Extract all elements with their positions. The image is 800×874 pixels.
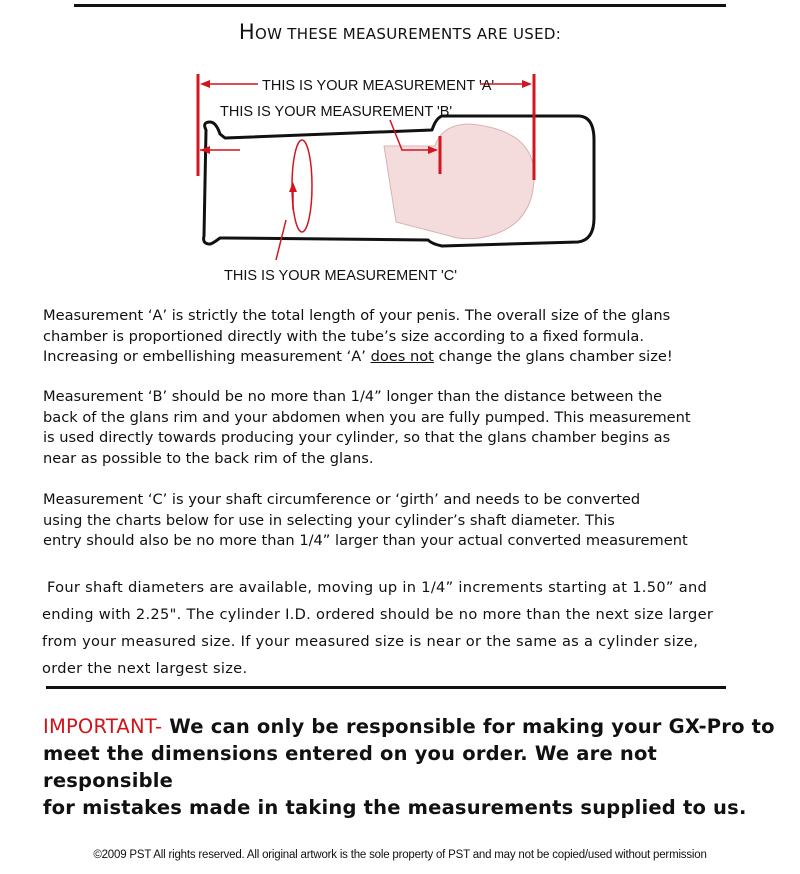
important-label: IMPORTANT- bbox=[43, 715, 163, 738]
does-not-emphasis: does not bbox=[370, 348, 434, 365]
label-measurement-a: THIS IS YOUR MEASUREMENT 'A' bbox=[262, 78, 495, 94]
shaft-diameter-paragraph: Four shaft diameters are available, moving up in 1/4” increments starting at 1.50” and ending with 2.25". The cylinder I.D. ordered should be no more than the next size larger from your measured size. If your measured size is near or the same as a cylinder size, order the next largest size. bbox=[42, 579, 714, 677]
measure-c-arrowhead bbox=[289, 182, 297, 192]
copyright-footer: ©2009 PST All rights reserved. All original artwork is the sole property of PST and may not be copied/used without permission bbox=[93, 849, 707, 861]
top-divider bbox=[74, 4, 726, 7]
important-notice: IMPORTANT- We can only be responsible for making your GX-Pro to meet the dimensions entered on you order. We are not responsible for mistakes made in taking the measurements supplied to us. bbox=[43, 715, 775, 819]
measure-a-arrowhead-right bbox=[522, 80, 532, 88]
measurement-diagram bbox=[180, 60, 620, 290]
section-divider bbox=[46, 686, 726, 689]
page-title: HOW THESE MEASUREMENTS ARE USED: bbox=[238, 20, 562, 44]
measurement-b-paragraph: Measurement ‘B’ should be no more than 1/4” longer than the distance between the back of the glans rim and your abdomen when you are fully pumped. This measurement is used directly towards producing your cylinder, so that the glans chamber begins as near as possible to the back rim of the glans. bbox=[43, 388, 691, 467]
measurement-a-paragraph: Measurement ‘A’ is strictly the total length of your penis. The overall size of the glans chamber is proportioned directly with the tube’s size according to a fixed formula. Increasing or embellishing measurement ‘A’ does not change the glans chamber size! bbox=[43, 307, 673, 365]
glans-shape bbox=[384, 124, 534, 239]
measure-a-arrowhead-left bbox=[200, 80, 210, 88]
measurement-c-paragraph: Measurement ‘C’ is your shaft circumference or ‘girth’ and needs to be converted using the charts below for use in selecting your cylinder’s shaft diameter. This entry should also be no more than 1/4” larger than your actual converted measurement bbox=[43, 491, 688, 549]
measure-c-ellipse bbox=[292, 140, 312, 232]
label-measurement-b: THIS IS YOUR MEASUREMENT 'B' bbox=[220, 104, 453, 120]
label-measurement-c: THIS IS YOUR MEASUREMENT 'C' bbox=[224, 268, 458, 284]
